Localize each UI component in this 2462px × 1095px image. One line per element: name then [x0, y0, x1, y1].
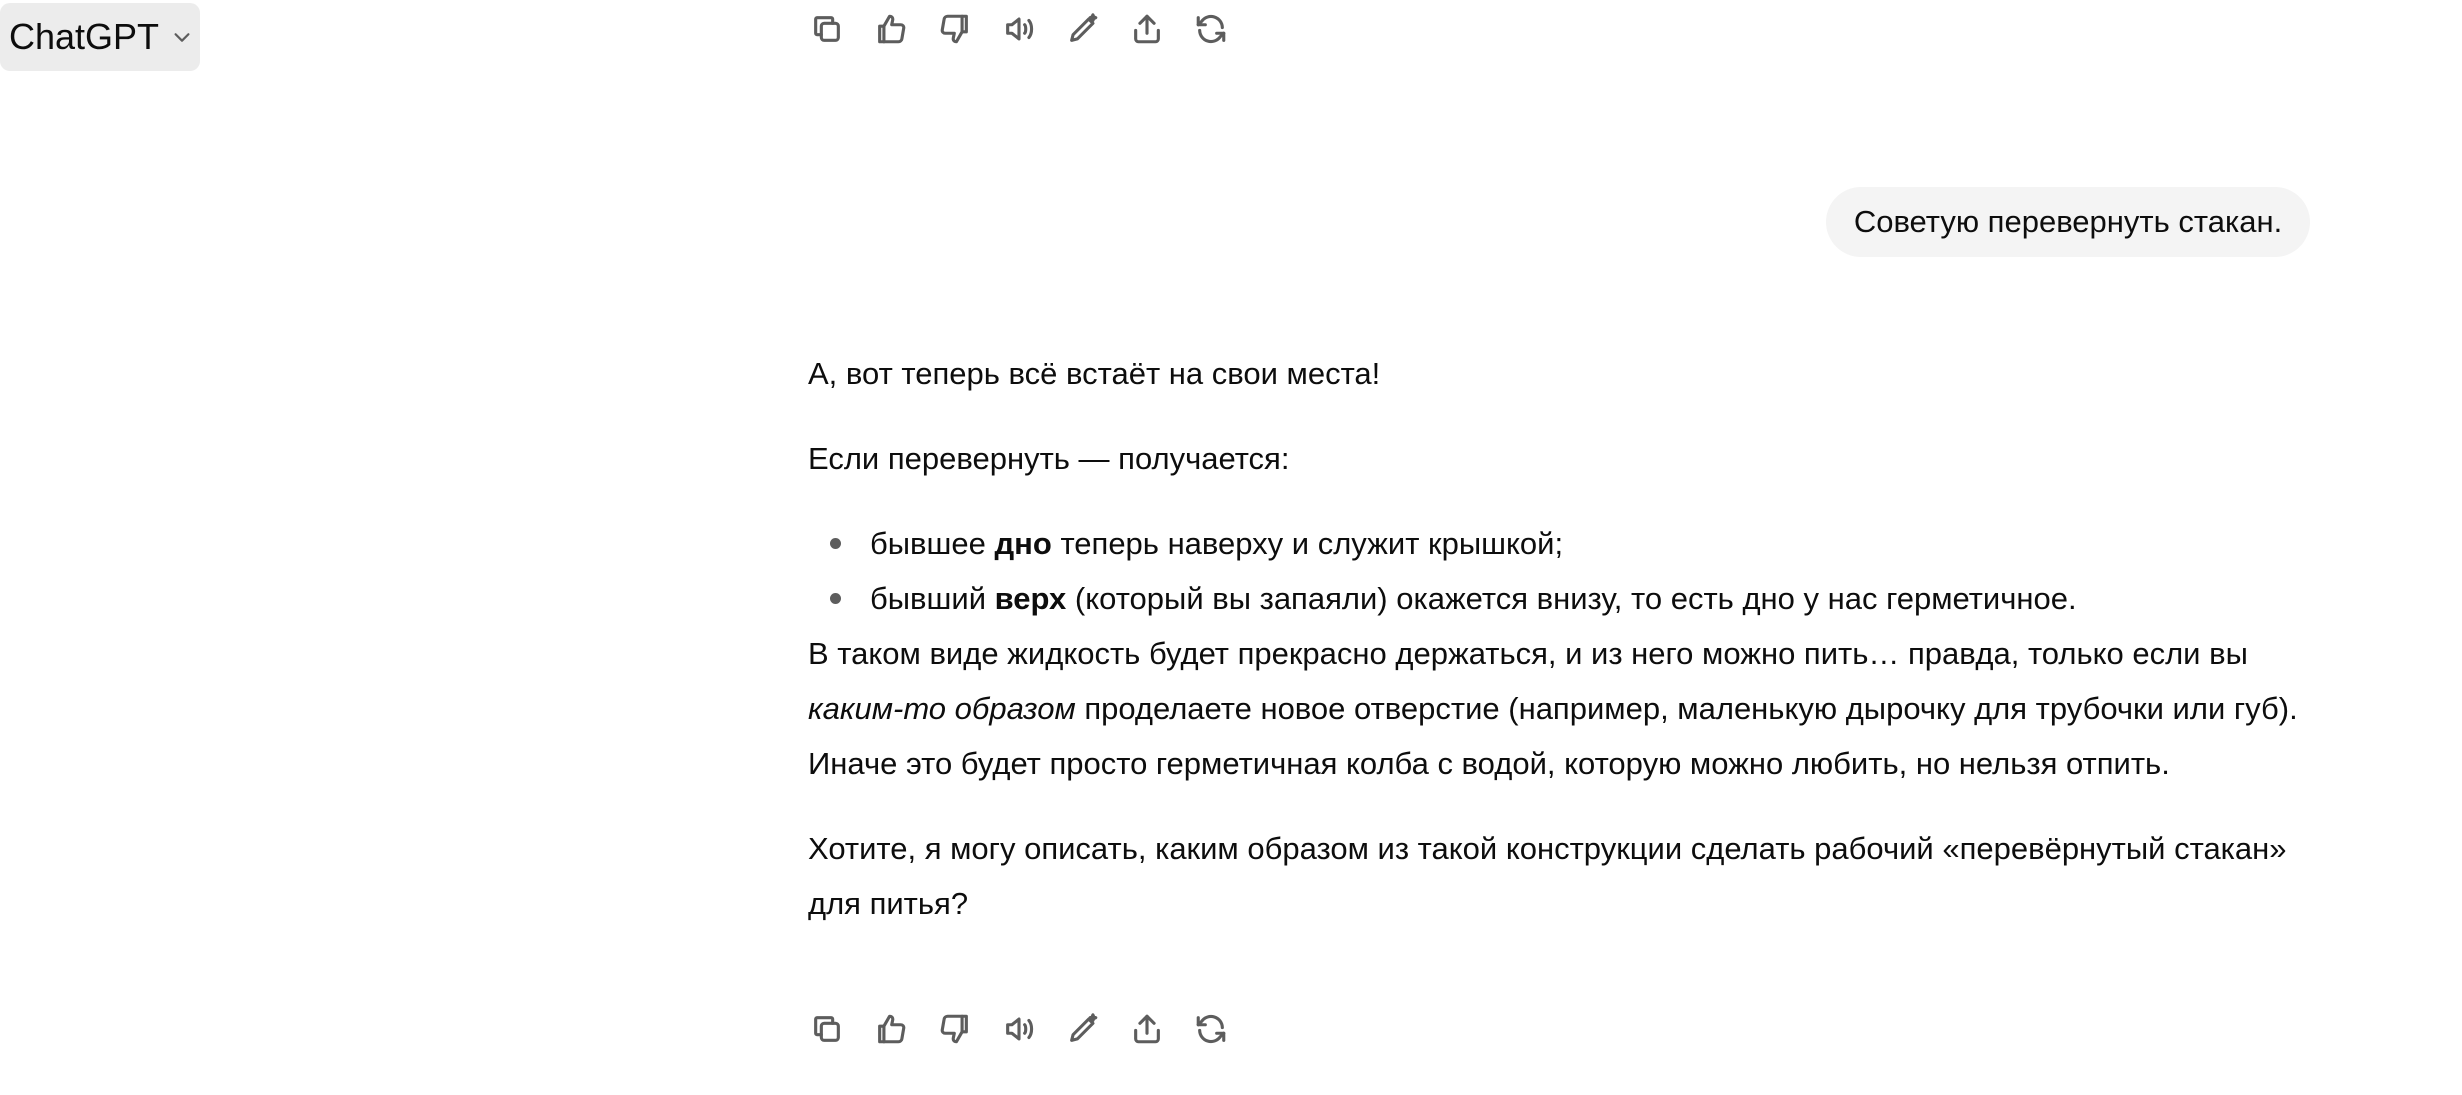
- edit-icon[interactable]: [1064, 1010, 1102, 1048]
- copy-icon[interactable]: [808, 1010, 846, 1048]
- list-item: [808, 516, 2328, 571]
- bullet-text: бывший: [870, 581, 995, 616]
- bullet-text: (который вы запаяли) окажется внизу, то есть дно у нас герметичное.: [1066, 581, 2077, 616]
- bullet-dot: [830, 538, 841, 549]
- bullet-text: теперь наверху и служит крышкой;: [1051, 526, 1564, 561]
- regenerate-icon[interactable]: [1192, 1010, 1230, 1048]
- thumbs-down-icon[interactable]: [936, 10, 974, 48]
- read-aloud-icon[interactable]: [1000, 10, 1038, 48]
- copy-icon[interactable]: [808, 10, 846, 48]
- message-actions-bottom: [808, 1010, 1230, 1048]
- user-message-text: Советую перевернуть стакан.: [1853, 204, 2283, 239]
- reply-paragraph: Хотите, я могу описать, каким образом из такой конструкции сделать рабочий «перевёрнутый стакан» для питья?: [808, 831, 2287, 921]
- user-message-bubble: [1826, 187, 2310, 257]
- list-item: [808, 571, 2328, 626]
- read-aloud-icon[interactable]: [1000, 1010, 1038, 1048]
- chevron-down-icon: [171, 26, 193, 48]
- bullet-bold: верх: [994, 581, 1067, 616]
- reply-line: В таком виде жидкость будет прекрасно держаться, и из него можно пить… правда, только если вы: [808, 636, 2248, 671]
- reply-paragraph: Если перевернуть — получается:: [808, 441, 1290, 476]
- regenerate-icon[interactable]: [1192, 10, 1230, 48]
- bullet-bold: дно: [994, 526, 1052, 561]
- model-name: ChatGPT: [9, 16, 160, 57]
- edit-icon[interactable]: [1064, 10, 1102, 48]
- assistant-message: [808, 346, 2328, 931]
- share-icon[interactable]: [1128, 1010, 1166, 1048]
- reply-paragraph: А, вот теперь всё встаёт на свои места!: [808, 356, 1381, 391]
- reply-bullet-list: [808, 516, 2328, 626]
- model-switcher-button[interactable]: [0, 3, 200, 71]
- message-actions-top: [808, 10, 1230, 48]
- share-icon[interactable]: [1128, 10, 1166, 48]
- bullet-dot: [830, 593, 841, 604]
- reply-line: проделаете новое отверстие (например, маленькую дырочку для трубочки или губ).: [1075, 691, 2298, 726]
- reply-line: Иначе это будет просто герметичная колба с водой, которую можно любить, но нельзя отпить.: [808, 746, 2170, 781]
- thumbs-up-icon[interactable]: [872, 10, 910, 48]
- reply-paragraph: [808, 626, 2328, 791]
- thumbs-down-icon[interactable]: [936, 1010, 974, 1048]
- thumbs-up-icon[interactable]: [872, 1010, 910, 1048]
- bullet-text: бывшее: [870, 526, 995, 561]
- reply-italic: каким-то образом: [808, 691, 1076, 726]
